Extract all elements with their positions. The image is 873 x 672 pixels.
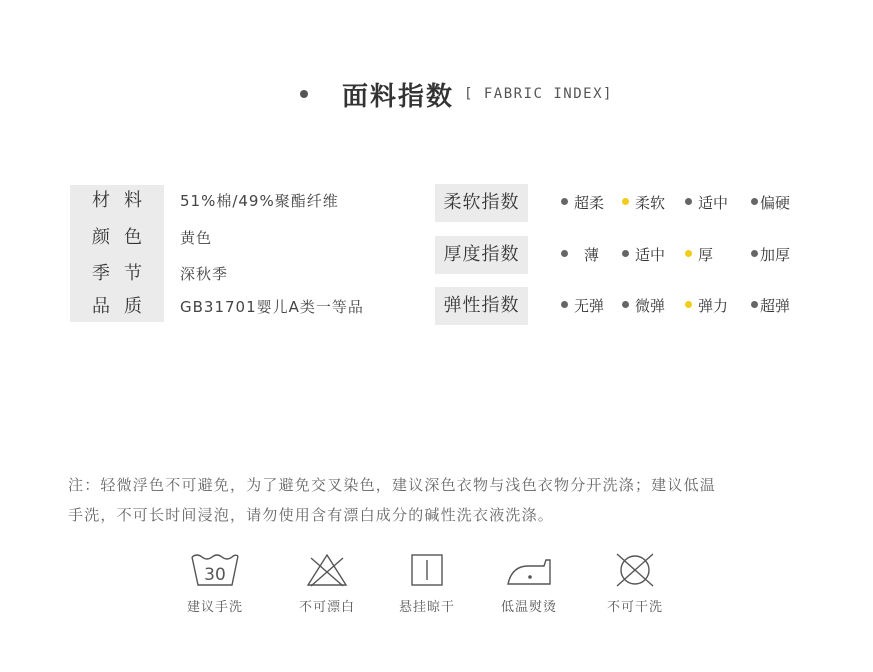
care-item-hand-wash [170, 552, 260, 615]
care-label: 低温熨烫 [500, 600, 557, 615]
index-row-elasticity [435, 287, 835, 337]
index-option: 超弹 [751, 287, 790, 325]
hand-wash-30-icon [189, 552, 241, 588]
no-dry-clean-icon [613, 552, 657, 588]
index-row-softness [435, 184, 835, 234]
indicator-dot [561, 198, 568, 205]
title-bullet [300, 90, 308, 98]
spec-value: 51%棉/49%聚酯纤维 [180, 192, 339, 210]
spec-label: 颜色 [92, 227, 156, 248]
spec-label: 品质 [92, 296, 156, 317]
care-label: 不可漂白 [298, 600, 355, 615]
no-bleach-icon [305, 552, 349, 588]
index-label: 柔软指数 [435, 184, 528, 222]
indicator-dot [561, 250, 568, 257]
spec-value: 黄色 [180, 229, 213, 247]
spec-label: 季节 [92, 263, 156, 284]
care-item-hang-dry [382, 552, 472, 615]
low-iron-icon [504, 552, 554, 588]
spec-row-quality [70, 290, 490, 324]
index-option: 弹力 [685, 287, 728, 325]
care-label: 不可干洗 [606, 600, 663, 615]
indicator-dot [561, 301, 568, 308]
hang-dry-icon [409, 552, 445, 588]
indicator-dot [751, 250, 758, 257]
index-label: 厚度指数 [435, 236, 528, 274]
spec-row-season [70, 257, 490, 291]
note-line: 注：轻微浮色不可避免，为了避免交叉染色，建议深色衣物与浅色衣物分开洗涤；建议低温 [68, 476, 717, 494]
spec-row-color [70, 221, 490, 255]
wash-temp: 30 [204, 565, 226, 585]
page-subtitle: [ FABRIC INDEX] [464, 86, 613, 102]
index-option: 微弹 [622, 287, 665, 325]
care-label: 悬挂晾干 [398, 600, 455, 615]
note-line: 手洗，不可长时间浸泡，请勿使用含有漂白成分的碱性洗衣液洗涤。 [68, 506, 555, 524]
care-item-low-iron [484, 552, 574, 615]
index-option: 厚 [685, 236, 713, 274]
spec-value: GB31701婴儿A类一等品 [180, 298, 364, 316]
index-row-thickness [435, 236, 835, 286]
wash-note [68, 470, 808, 530]
indicator-dot [751, 198, 758, 205]
index-option: 加厚 [751, 236, 790, 274]
indicator-dot [685, 250, 692, 257]
index-option: 适中 [622, 236, 665, 274]
care-item-no-dry-clean [590, 552, 680, 615]
spec-value: 深秋季 [180, 265, 229, 283]
indicator-dot [685, 198, 692, 205]
index-label: 弹性指数 [435, 287, 528, 325]
indicator-dot [751, 301, 758, 308]
index-option: 超柔 [561, 184, 604, 222]
care-item-no-bleach [282, 552, 372, 615]
page-title: 面料指数 [342, 82, 455, 112]
spec-row-material [70, 184, 490, 218]
spec-label: 材料 [92, 190, 156, 211]
index-option: 薄 [561, 236, 599, 274]
indicator-dot [685, 301, 692, 308]
index-option: 无弹 [561, 287, 604, 325]
indicator-dot [622, 198, 629, 205]
care-label: 建议手洗 [186, 600, 243, 615]
index-option: 适中 [685, 184, 728, 222]
index-option: 柔软 [622, 184, 665, 222]
indicator-dot [622, 301, 629, 308]
index-option: 偏硬 [751, 184, 790, 222]
indicator-dot [622, 250, 629, 257]
